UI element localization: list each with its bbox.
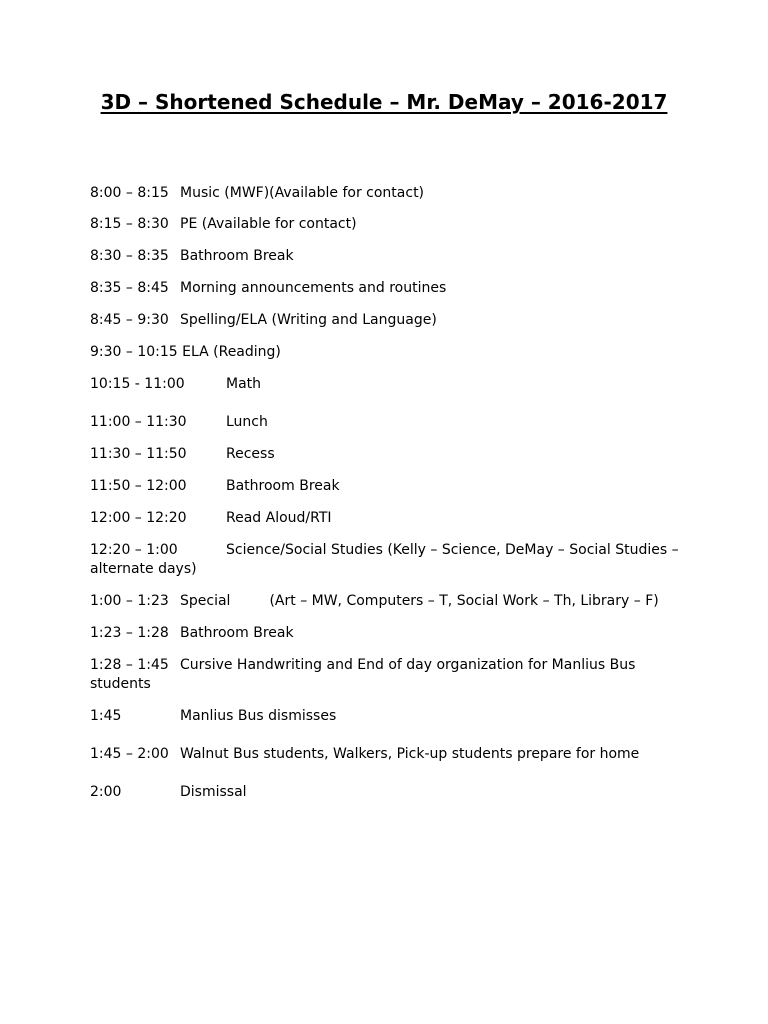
schedule-activity: Math: [226, 376, 262, 392]
schedule-activity: Manlius Bus dismisses: [180, 708, 337, 724]
schedule-time: 8:45 – 9:30: [90, 312, 169, 328]
schedule-row: [90, 184, 690, 203]
schedule-activity: Recess: [226, 446, 275, 462]
schedule-row: [90, 745, 690, 764]
schedule-time: 1:28 – 1:45: [90, 657, 169, 673]
schedule-row: [90, 343, 690, 362]
schedule-row: [90, 592, 690, 611]
schedule-row: [90, 783, 690, 802]
schedule-time: 8:30 – 8:35: [90, 248, 169, 264]
schedule-time: 8:15 – 8:30: [90, 216, 169, 232]
schedule-row: [90, 509, 690, 528]
schedule-row: [90, 477, 690, 496]
schedule-row: [90, 375, 690, 394]
schedule-time: 8:35 – 8:45: [90, 280, 169, 296]
schedule-time: 1:45 – 2:00: [90, 746, 169, 762]
schedule-time: 9:30 – 10:15: [90, 344, 178, 360]
schedule-row: [90, 311, 690, 330]
schedule-time: 11:00 – 11:30: [90, 414, 187, 430]
schedule-activity: Cursive Handwriting and End of day organization for Manlius Bus students: [90, 657, 636, 692]
schedule-activity: Science/Social Studies (Kelly – Science, DeMay – Social Studies – alternate days): [90, 542, 679, 577]
schedule-time: 11:50 – 12:00: [90, 478, 187, 494]
schedule-activity: ELA (Reading): [182, 344, 281, 360]
schedule-activity: PE (Available for contact): [180, 216, 357, 232]
schedule-time: 2:00: [90, 784, 122, 800]
schedule-activity: Read Aloud/RTI: [226, 510, 332, 526]
schedule-row: [90, 247, 690, 266]
schedule-time: 1:45: [90, 708, 122, 724]
schedule-activity: Music (MWF)(Available for contact): [180, 185, 425, 201]
schedule-activity-detail: (Art – MW, Computers – T, Social Work – Th, Library – F): [269, 593, 659, 609]
schedule-time: 10:15 - 11:00: [90, 376, 185, 392]
schedule-activity: Bathroom Break: [180, 248, 294, 264]
schedule-row: [90, 279, 690, 298]
schedule-row: [90, 215, 690, 234]
schedule-row: [90, 707, 690, 726]
schedule-time: 12:20 – 1:00: [90, 542, 178, 558]
schedule-activity: Lunch: [226, 414, 268, 430]
schedule-activity: Bathroom Break: [180, 625, 294, 641]
schedule-activity: Dismissal: [180, 784, 247, 800]
schedule-time: 8:00 – 8:15: [90, 185, 169, 201]
schedule-time: 1:23 – 1:28: [90, 625, 169, 641]
schedule-time: 1:00 – 1:23: [90, 593, 169, 609]
schedule-activity: Bathroom Break: [226, 478, 340, 494]
schedule-time: 12:00 – 12:20: [90, 510, 187, 526]
schedule-activity: Walnut Bus students, Walkers, Pick-up students prepare for home: [180, 746, 640, 762]
schedule-row: [90, 656, 680, 694]
schedule-row: [90, 624, 690, 643]
document-title: 3D – Shortened Schedule – Mr. DeMay – 2016-2017: [100, 90, 668, 114]
schedule-activity: Morning announcements and routines: [180, 280, 447, 296]
schedule-activity: Spelling/ELA (Writing and Language): [180, 312, 437, 328]
schedule-activity: Special: [180, 593, 231, 609]
schedule-row: [90, 541, 680, 579]
schedule-row: [90, 413, 690, 432]
schedule-row: [90, 445, 690, 464]
schedule-time: 11:30 – 11:50: [90, 446, 187, 462]
